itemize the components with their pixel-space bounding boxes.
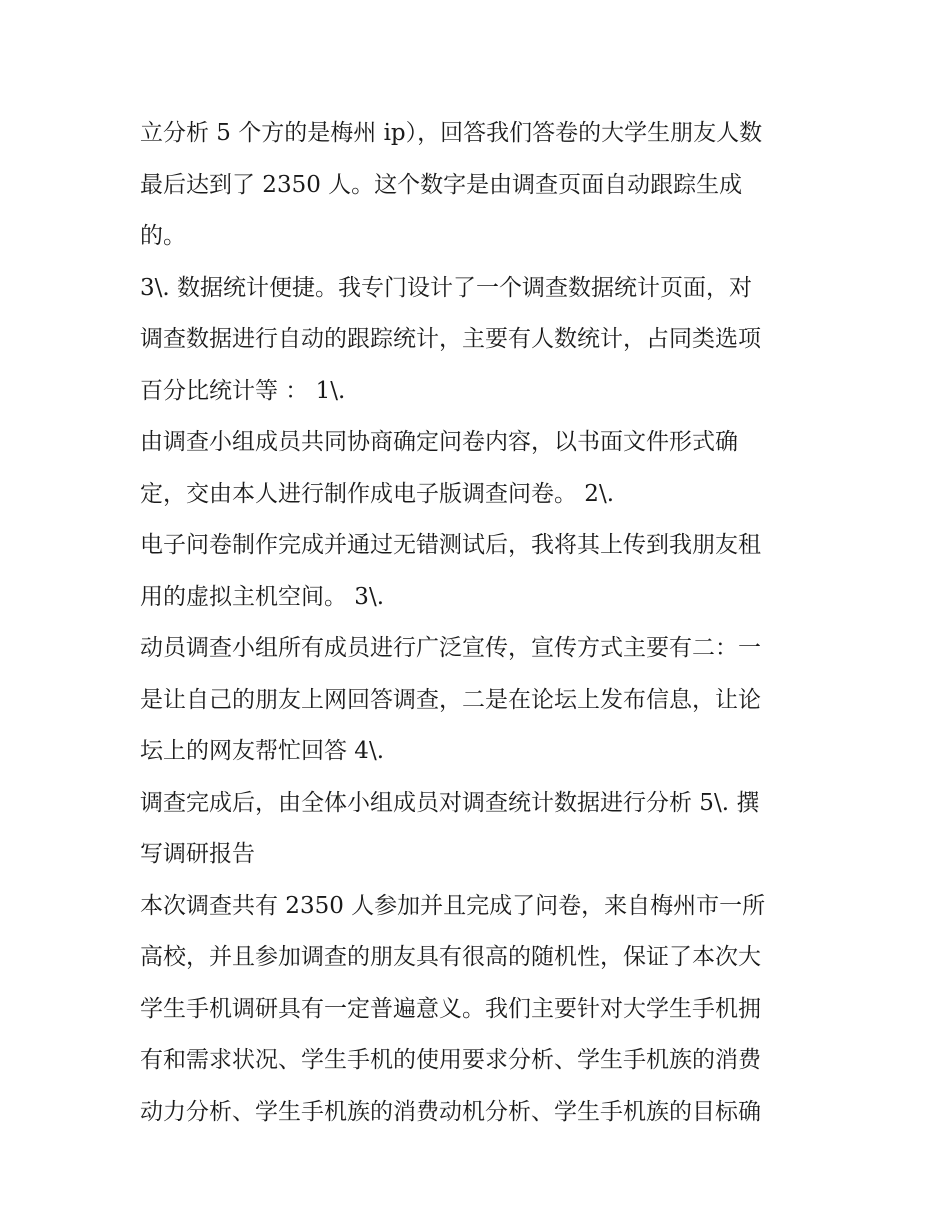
text-line: 最后达到了 2350 人。这个数字是由调查页面自动跟踪生成 [140, 171, 743, 198]
text-line: 本次调查共有 2350 人参加并且完成了问卷，来自梅州市一所 [140, 892, 766, 919]
text-line: 动员调查小组所有成员进行广泛宣传，宣传方式主要有二：一 [140, 635, 761, 661]
text-line: 定，交由本人进行制作成电子版调查问卷。 2\. [140, 480, 615, 507]
text-line: 电子问卷制作完成并通过无错测试后，我将其上传到我朋友租 [140, 532, 761, 558]
text-line: 写调研报告 [140, 841, 255, 867]
text-line: 有和需求状况、学生手机的使用要求分析、学生手机族的消费 [140, 1047, 761, 1073]
text-line: 调查数据进行自动的跟踪统计，主要有人数统计，占同类选项 [140, 326, 761, 352]
text-line: 3\. 数据统计便捷。我专门设计了一个调查数据统计页面，对 [140, 274, 753, 301]
text-line: 立分析 5 个方的是梅州 ip），回答我们答卷的大学生朋友人数 [140, 120, 763, 146]
text-line: 用的虚拟主机空间。 3\. [140, 583, 385, 610]
text-line: 高校，并且参加调查的朋友具有很高的随机性，保证了本次大 [140, 944, 761, 970]
text-line: 动力分析、学生手机族的消费动机分析、学生手机族的目标确 [140, 1098, 761, 1125]
document-body [140, 108, 815, 1138]
text-line: 调查完成后，由全体小组成员对调查统计数据进行分析 5\. 撰 [140, 789, 760, 816]
text-line: 由调查小组成员共同协商确定问卷内容，以书面文件形式确 [140, 429, 738, 455]
text-line: 是让自己的朋友上网回答调查，二是在论坛上发布信息，让论 [140, 686, 761, 713]
text-line: 学生手机调研具有一定普遍意义。我们主要针对大学生手机拥 [140, 995, 761, 1022]
text-line: 坛上的网友帮忙回答 4\. [140, 738, 385, 764]
text-line: 百分比统计等 ： 1\. [140, 377, 346, 404]
text-line: 的。 [140, 223, 186, 249]
